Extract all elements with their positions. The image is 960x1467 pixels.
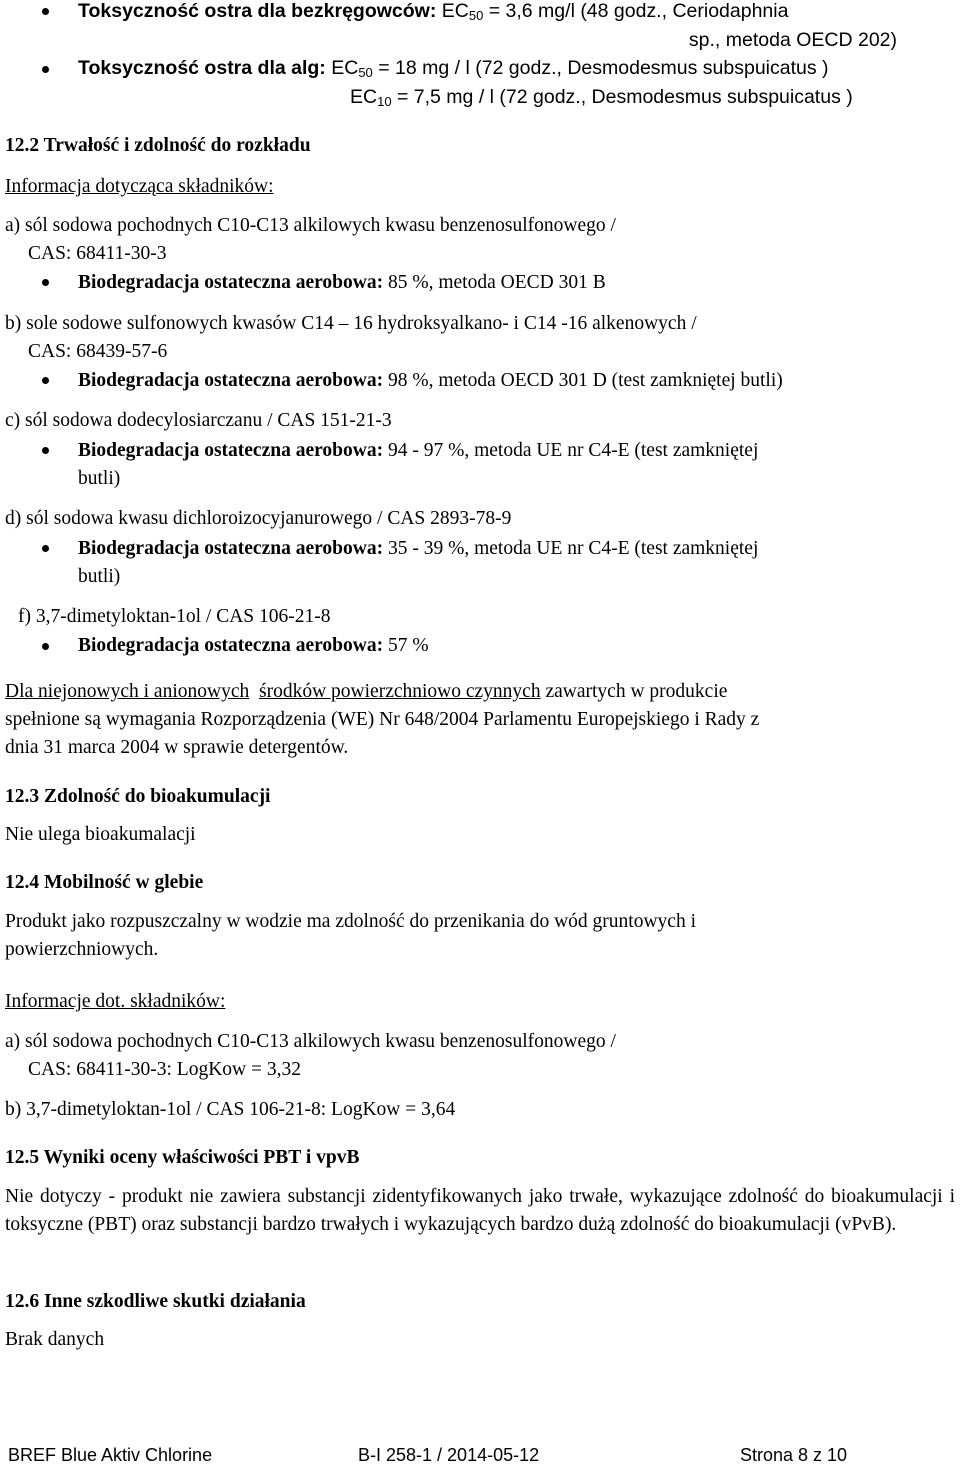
s122-info-label: Informacja dotycząca składników: [5,176,274,197]
invertebrate-toxicity-line2: sp., metoda OECD 202) [688,29,897,51]
s122-item-f-biodegradation: Biodegradacja ostateczna aerobowa: 57 % [78,635,429,656]
s122-item-f-line1: f) 3,7-dimetyloktan-1ol / CAS 106-21-8 [18,606,331,627]
algae-toxicity-line2: $EC_{10} = 7,5$ mg / l (72 godz., Desmodesmus subspuicatus ) [350,86,853,109]
s125-text: Nie dotyczy - produkt nie zawiera substancji zidentyfikowanych jako trwałe, wykazujące zdolność do bioakumulacji i toksyczne (PBT) oraz substancji bardzo trwałych i wykazujących bardzo dużą zdolność do bioakumulacji (vPvB). [5,1186,955,1235]
s122-item-d-cont: butli) [78,566,121,587]
detergent-regulation-line3: dnia 31 marca 2004 w sprawie detergentów. [5,737,349,758]
bullet-icon [42,279,49,286]
s122-item-c-biodegradation: Biodegradacja ostateczna aerobowa: 94 - 97 %, metoda UE nr C4-E (test zamkniętej [78,440,759,461]
footer-page-number: Strona 8 z 10 [740,1445,848,1465]
s122-item-d-biodegradation: Biodegradacja ostateczna aerobowa: 35 - 39 %, metoda UE nr C4-E (test zamkniętej [78,538,759,559]
invertebrate-toxicity-label: Toksyczność ostra dla bezkręgowców: [78,0,437,22]
s122-item-b-line1: b) sole sodowe sulfonowych kwasów C14 – 16 hydroksyalkano- i C14 -16 alkenowych / [5,313,697,334]
s126-text: Brak danych [5,1329,105,1350]
algae-toxicity-label: Toksyczność ostra dla alg: [78,57,326,79]
section-12-4-heading: 12.4 Mobilność w glebie [5,872,204,893]
detergent-regulation-line2: spełnione są wymagania Rozporządzenia (WE) Nr 648/2004 Parlamentu Europejskiego i Rady z [5,709,760,730]
algae-toxicity-line: Toksyczność ostra dla alg: $EC_{50} = 18$ mg / l (72 godz., Desmodesmus subspuicatus ) [78,57,829,80]
s124-text-line1: Produkt jako rozpuszczalny w wodzie ma zdolność do przenikania do wód gruntowych i [5,911,696,932]
s122-item-a-biodegradation: Biodegradacja ostateczna aerobowa: 85 %, metoda OECD 301 B [78,272,606,293]
s123-text: Nie ulega bioakumalacji [5,824,196,845]
s122-item-d-line1: d) sól sodowa kwasu dichloroizocyjanurowego / CAS 2893-78-9 [5,508,512,529]
s122-item-b-line2: CAS: 68439-57-6 [28,341,168,362]
s124-item-a-line2: CAS: 68411-30-3: LogKow = 3,32 [28,1059,301,1080]
s122-item-a-line1: a) sól sodowa pochodnych C10-C13 alkilowych kwasu benzenosulfonowego / [5,215,616,236]
s122-item-c-line1: c) sól sodowa dodecylosiarczanu / CAS 151-21-3 [5,410,392,431]
invertebrate-toxicity-line: Toksyczność ostra dla bezkręgowców: $EC_{50} = 3,6$ mg/l (48 godz., Ceriodaphnia [78,0,789,23]
s124-info-label: Informacje dot. składników: [5,991,226,1012]
s124-text-line2: powierzchniowych. [5,939,159,960]
footer-document-code: B-I 258-1 / 2014-05-12 [358,1445,540,1465]
bullet-icon [42,377,49,384]
s124-item-a-line1: a) sól sodowa pochodnych C10-C13 alkilowych kwasu benzenosulfonowego / [5,1031,616,1052]
s124-item-b-line1: b) 3,7-dimetyloktan-1ol / CAS 106-21-8: LogKow = 3,64 [5,1099,456,1120]
bullet-icon [42,8,49,15]
section-12-6-heading: 12.6 Inne szkodliwe skutki działania [5,1291,306,1312]
bullet-icon [42,447,49,454]
bullet-icon [42,545,49,552]
section-12-2-heading: 12.2 Trwałość i zdolność do rozkładu [5,135,311,156]
s122-item-c-cont: butli) [78,468,121,489]
s122-item-b-biodegradation: Biodegradacja ostateczna aerobowa: 98 %, metoda OECD 301 D (test zamkniętej butli) [78,370,783,391]
section-12-3-heading: 12.3 Zdolność do bioakumulacji [5,786,271,807]
bullet-icon [42,66,49,73]
section-12-5-heading: 12.5 Wyniki oceny właściwości PBT i vpvB [5,1147,360,1168]
footer-product-name: BREF Blue Aktiv Chlorine [8,1445,213,1465]
bullet-icon [42,643,49,650]
s122-item-a-line2: CAS: 68411-30-3 [28,243,167,264]
detergent-regulation-line1: Dla niejonowych i anionowych środków powierzchniowo czynnych zawartych w produkcie [5,681,728,702]
